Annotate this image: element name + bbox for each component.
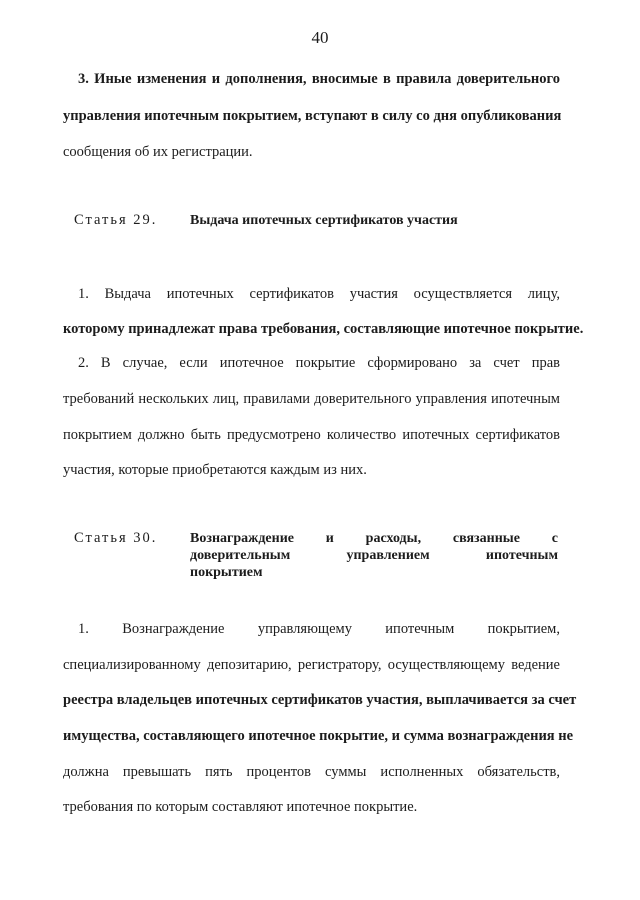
- article-title-line: покрытием: [190, 565, 263, 580]
- paragraph-line: 3. Иные изменения и дополнения, вносимые в правила доверительного: [78, 71, 560, 87]
- paragraph-line: которому принадлежат права требования, составляющие ипотечное покрытие.: [63, 321, 584, 337]
- paragraph-line: имущества, составляющего ипотечное покрытие, и сумма вознаграждения не: [63, 728, 574, 744]
- page-number: 40: [311, 28, 329, 47]
- paragraph-line: управления ипотечным покрытием, вступают в силу со дня опубликования: [63, 108, 562, 124]
- paragraph-line: 2. В случае, если ипотечное покрытие сформировано за счет прав: [78, 355, 560, 371]
- article-title-line: Вознаграждение и расходы, связанные с: [190, 531, 558, 546]
- paragraph-line: 1. Выдача ипотечных сертификатов участия осуществляется лицу,: [78, 286, 560, 302]
- paragraph-line: участия, которые приобретаются каждым из них.: [63, 462, 367, 478]
- paragraph-line: должна превышать пять процентов суммы исполненных обязательств,: [63, 764, 560, 780]
- article-label: Статья 30.: [74, 530, 158, 546]
- paragraph-line: требований нескольких лиц, правилами доверительного управления ипотечным: [63, 391, 560, 407]
- paragraph-line: реестра владельцев ипотечных сертификатов участия, выплачивается за счет: [63, 692, 577, 708]
- paragraph-line: сообщения об их регистрации.: [63, 144, 253, 160]
- article-title-line: доверительным управлением ипотечным: [190, 548, 558, 563]
- paragraph-line: специализированному депозитарию, регистратору, осуществляющему ведение: [63, 657, 560, 673]
- paragraph-line: 1. Вознаграждение управляющему ипотечным покрытием,: [78, 621, 560, 637]
- article-title: Выдача ипотечных сертификатов участия: [190, 213, 458, 228]
- paragraph-line: покрытием должно быть предусмотрено количество ипотечных сертификатов: [63, 427, 560, 443]
- article-label: Статья 29.: [74, 212, 158, 228]
- paragraph-line: требования по которым составляют ипотечное покрытие.: [63, 799, 418, 815]
